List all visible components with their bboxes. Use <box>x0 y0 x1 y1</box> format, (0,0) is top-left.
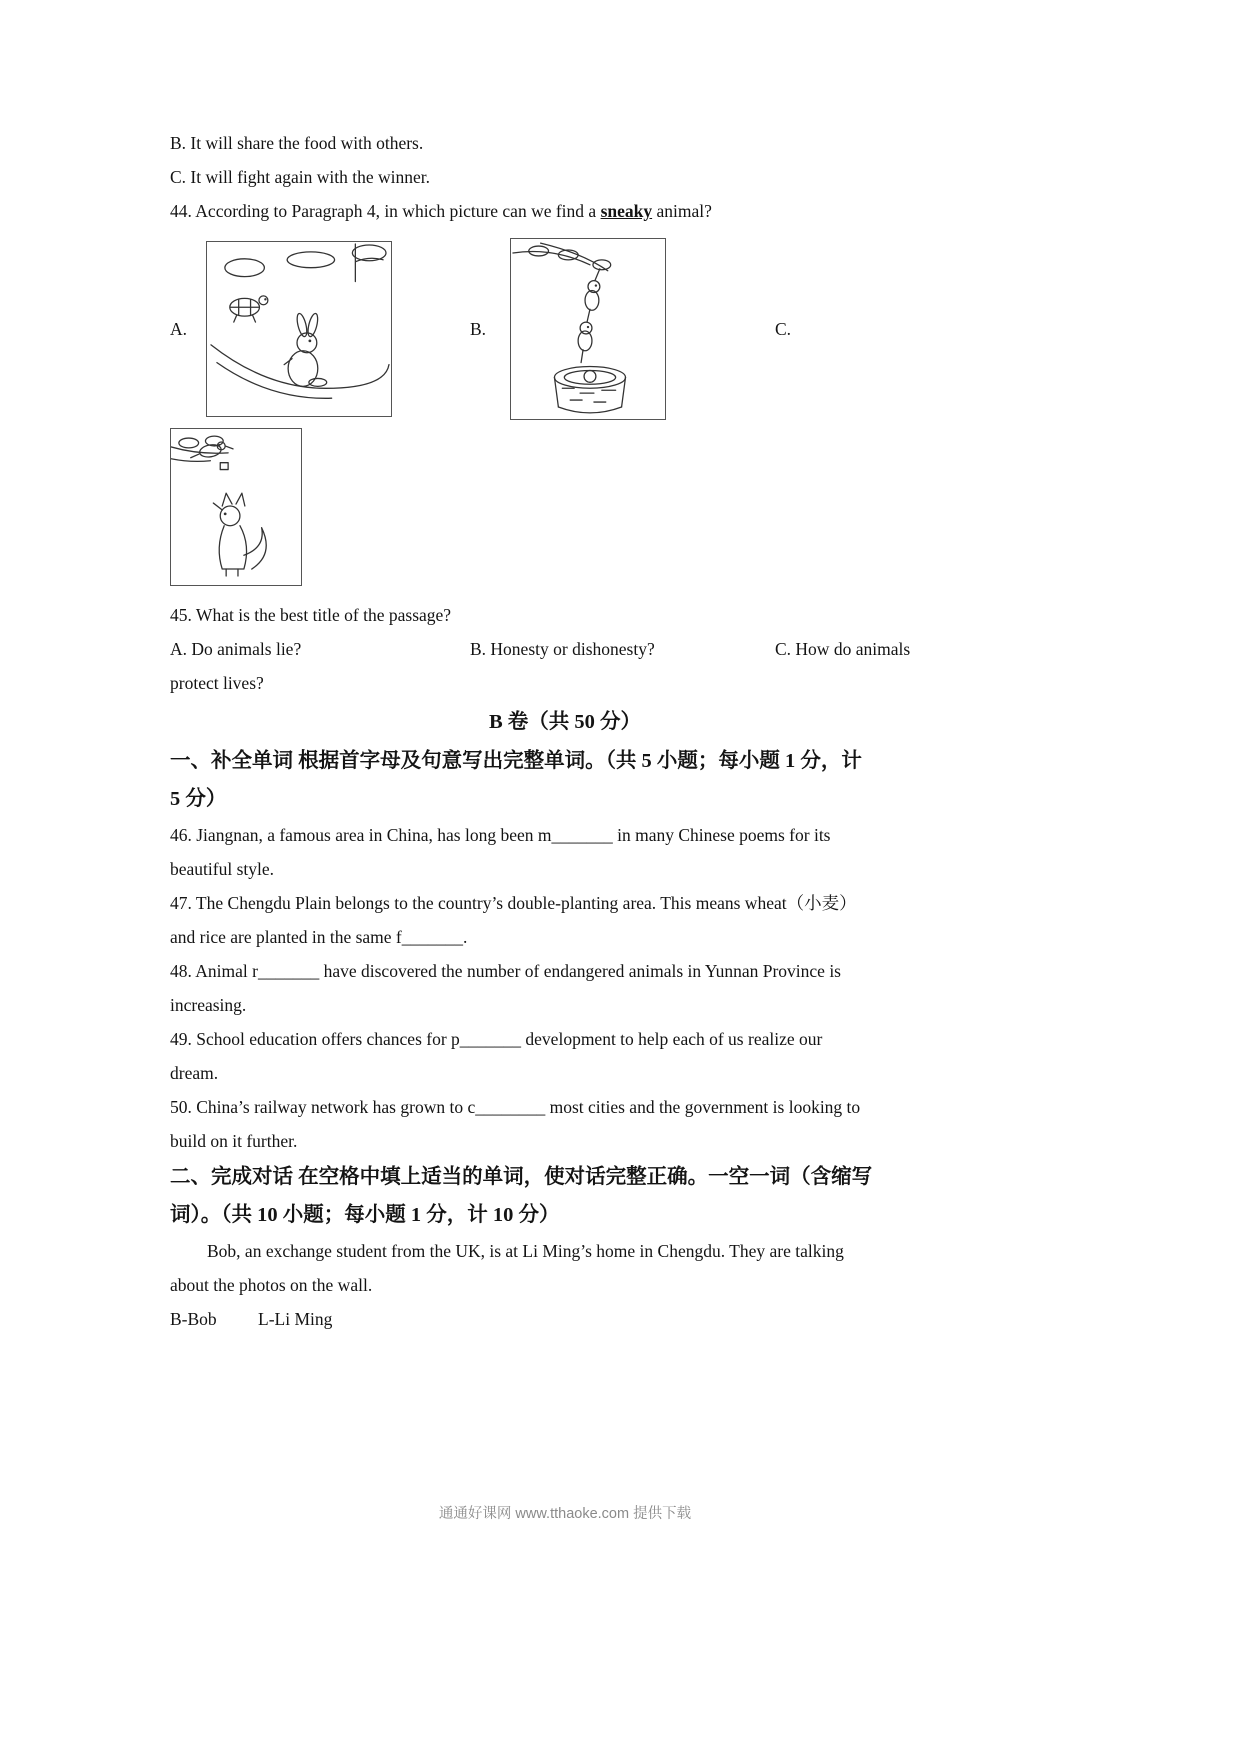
question-47-line2: and rice are planted in the same f_______. <box>170 927 468 947</box>
question-45-options <box>170 632 960 666</box>
question-50-line2: build on it further. <box>170 1131 298 1151</box>
question-44-stem <box>170 194 960 228</box>
q44-text-pre: 44. According to Paragraph 4, in which picture can we find a <box>170 201 601 221</box>
picture-a-tortoise-hare <box>206 241 392 417</box>
dialog-speakers <box>170 1302 960 1336</box>
section-b-title: B 卷（共 50 分） <box>488 711 642 733</box>
part1-heading-line1: 一、补全单词 根据首字母及句意写出完整单词。（共 5 小题；每小题 1 分，计 <box>170 750 862 772</box>
q45-option-c-wrap: protect lives? <box>170 673 264 693</box>
question-50-line1: 50. China’s railway network has grown to c________ most cities and the government is looking to <box>170 1097 861 1117</box>
speaker-l-label: L-Li Ming <box>258 1309 333 1329</box>
part2-heading-line1: 二、完成对话 在空格中填上适当的单词，使对话完整正确。一空一词（含缩写 <box>170 1166 873 1188</box>
q45-option-a: A. Do animals lie? <box>170 639 302 659</box>
q44-option-c-label: C. <box>775 319 792 339</box>
part1-heading-line2: 5 分） <box>170 788 227 810</box>
dialog-intro-line1: Bob, an exchange student from the UK, is at Li Ming’s home in Chengdu. They are talking <box>207 1241 844 1261</box>
monkeys-well-illustration <box>511 239 665 419</box>
question-48-line1: 48. Animal r_______ have discovered the number of endangered animals in Yunnan Province is <box>170 961 841 981</box>
question-45-stem: 45. What is the best title of the passage? <box>170 605 452 625</box>
q44-picture-row <box>170 237 960 421</box>
fox-crow-illustration <box>171 429 301 585</box>
exam-content <box>170 126 960 1336</box>
q45-option-c: C. How do animals <box>775 639 911 659</box>
answer-option-b-line: B. It will share the food with others. <box>170 133 424 153</box>
picture-c-fox-crow <box>170 428 302 586</box>
question-46-line1: 46. Jiangnan, a famous area in China, has long been m_______ in many Chinese poems for its <box>170 825 831 845</box>
answer-option-c-line: C. It will fight again with the winner. <box>170 167 431 187</box>
tortoise-hare-illustration <box>207 242 391 416</box>
page-footer <box>170 1503 960 1525</box>
q44-text-post: animal? <box>652 201 712 221</box>
footer-text: 通通好课网 www.tthaoke.com 提供下载 <box>438 1506 692 1522</box>
dialog-intro-line2: about the photos on the wall. <box>170 1275 373 1295</box>
part2-heading-line2: 词）。（共 10 小题；每小题 1 分，计 10 分） <box>170 1204 560 1226</box>
speaker-b-label: B-Bob <box>170 1309 217 1329</box>
question-49-line1: 49. School education offers chances for p_______ development to help each of us realize our <box>170 1029 823 1049</box>
q45-option-b: B. Honesty or dishonesty? <box>470 639 655 659</box>
q44-option-a-label: A. <box>170 319 188 339</box>
q44-keyword-sneaky: sneaky <box>600 201 653 221</box>
question-49-line2: dream. <box>170 1063 219 1083</box>
q44-option-b-label: B. <box>470 319 487 339</box>
question-48-line2: increasing. <box>170 995 247 1015</box>
question-47-line1: 47. The Chengdu Plain belongs to the country’s double-planting area. This means wheat（小麦） <box>170 893 857 913</box>
picture-b-monkeys-well <box>510 238 666 420</box>
question-46-line2: beautiful style. <box>170 859 275 879</box>
